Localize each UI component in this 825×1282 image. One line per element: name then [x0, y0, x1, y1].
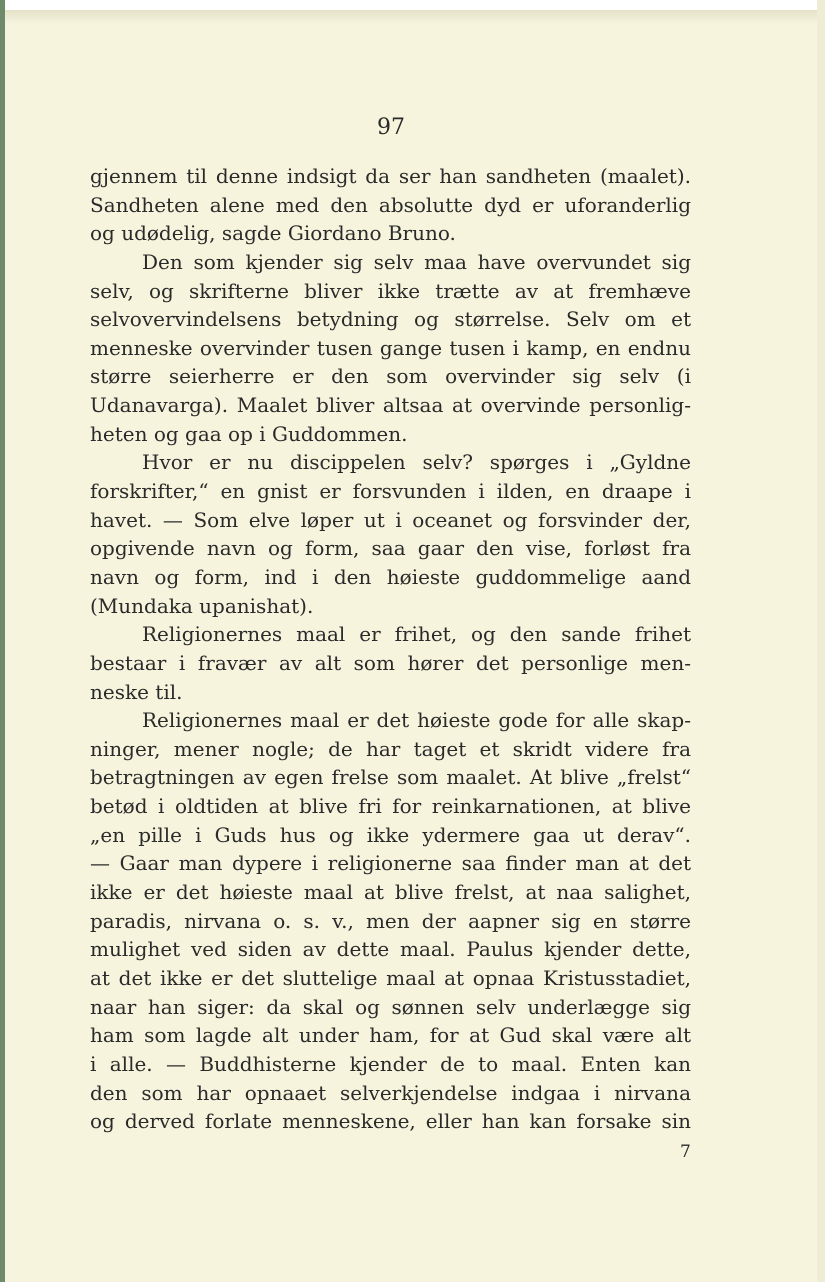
text-line: menneske overvinder tusen gange tusen i kamp, en endnu: [90, 335, 691, 360]
text-line: neske til.: [90, 679, 183, 704]
text-line: ninger, mener nogle; de har taget et skridt videre fra: [90, 736, 691, 761]
text-line: mulighet ved siden av dette maal. Paulus kjender dette,: [90, 937, 691, 962]
text-line: selv, og skrifterne bliver ikke trætte av at fremhæve: [90, 278, 691, 303]
text-line: forskrifter,“ en gnist er forsvunden i ilden, en draape i: [90, 479, 691, 504]
text-line: at det ikke er det sluttelige maal at opnaa Kristusstadiet,: [90, 965, 691, 990]
text-line: ham som lagde alt under ham, for at Gud skal være alt: [90, 1023, 691, 1048]
text-line: Religionernes maal er det høieste gode for alle skap-: [142, 708, 691, 733]
text-line: paradis, nirvana o. s. v., men der aapner sig en større: [90, 908, 691, 933]
text-line: betød i oldtiden at blive fri for reinkarnationen, at blive: [90, 794, 691, 819]
text-line: betragtningen av egen frelse som maalet. At blive „frelst“: [90, 765, 691, 790]
text-line: selvovervindelsens betydning og størrelse. Selv om et: [90, 307, 691, 332]
body-text: [90, 162, 691, 1136]
page-top-shadow: [0, 10, 825, 24]
text-line: Sandheten alene med den absolutte dyd er uforanderlig: [90, 192, 691, 217]
text-line: opgivende navn og form, saa gaar den vise, forløst fra: [90, 536, 691, 561]
page-number: 97: [377, 115, 405, 140]
text-line: og derved forlate menneskene, eller han kan forsake sin: [90, 1109, 691, 1134]
text-line: Religionernes maal er frihet, og den sande frihet: [142, 622, 691, 647]
text-line: ikke er det høieste maal at blive frelst, at naa salighet,: [90, 880, 691, 905]
scan-top-edge: [0, 0, 825, 10]
text-line: den som har opnaaet selverkjendelse indgaa i nirvana: [90, 1080, 691, 1105]
text-line: Den som kjender sig selv maa have overvundet sig: [142, 249, 691, 274]
text-line: navn og form, ind i den høieste guddommelige aand: [90, 564, 691, 589]
text-line: Udanavarga). Maalet bliver altsaa at overvinde personlig-: [90, 393, 691, 418]
scan-left-edge: [0, 0, 5, 1282]
text-line: (Mundaka upanishat).: [90, 593, 314, 618]
text-line: „en pille i Guds hus og ikke ydermere gaa ut derav“.: [90, 822, 691, 847]
text-line: gjennem til denne indsigt da ser han sandheten (maalet).: [90, 164, 691, 188]
text-line: — Gaar man dypere i religionerne saa finder man at det: [90, 851, 691, 876]
text-line: naar han siger: da skal og sønnen selv underlægge sig: [90, 994, 691, 1019]
text-line: bestaar i fravær av alt som hører det personlige men-: [90, 650, 691, 675]
text-line: havet. — Som elve løper ut i oceanet og forsvinder der,: [90, 507, 691, 532]
signature-mark: 7: [680, 1142, 691, 1162]
text-line: større seierherre er den som overvinder sig selv (i: [90, 364, 691, 389]
text-line: i alle. — Buddhisterne kjender de to maal. Enten kan: [90, 1051, 691, 1076]
text-line: og udødelig, sagde Giordano Bruno.: [90, 221, 456, 246]
text-line: heten og gaa op i Guddommen.: [90, 421, 408, 446]
scan-right-edge: [817, 0, 825, 1282]
text-line: Hvor er nu discippelen selv? spørges i „Gyldne: [142, 450, 691, 475]
